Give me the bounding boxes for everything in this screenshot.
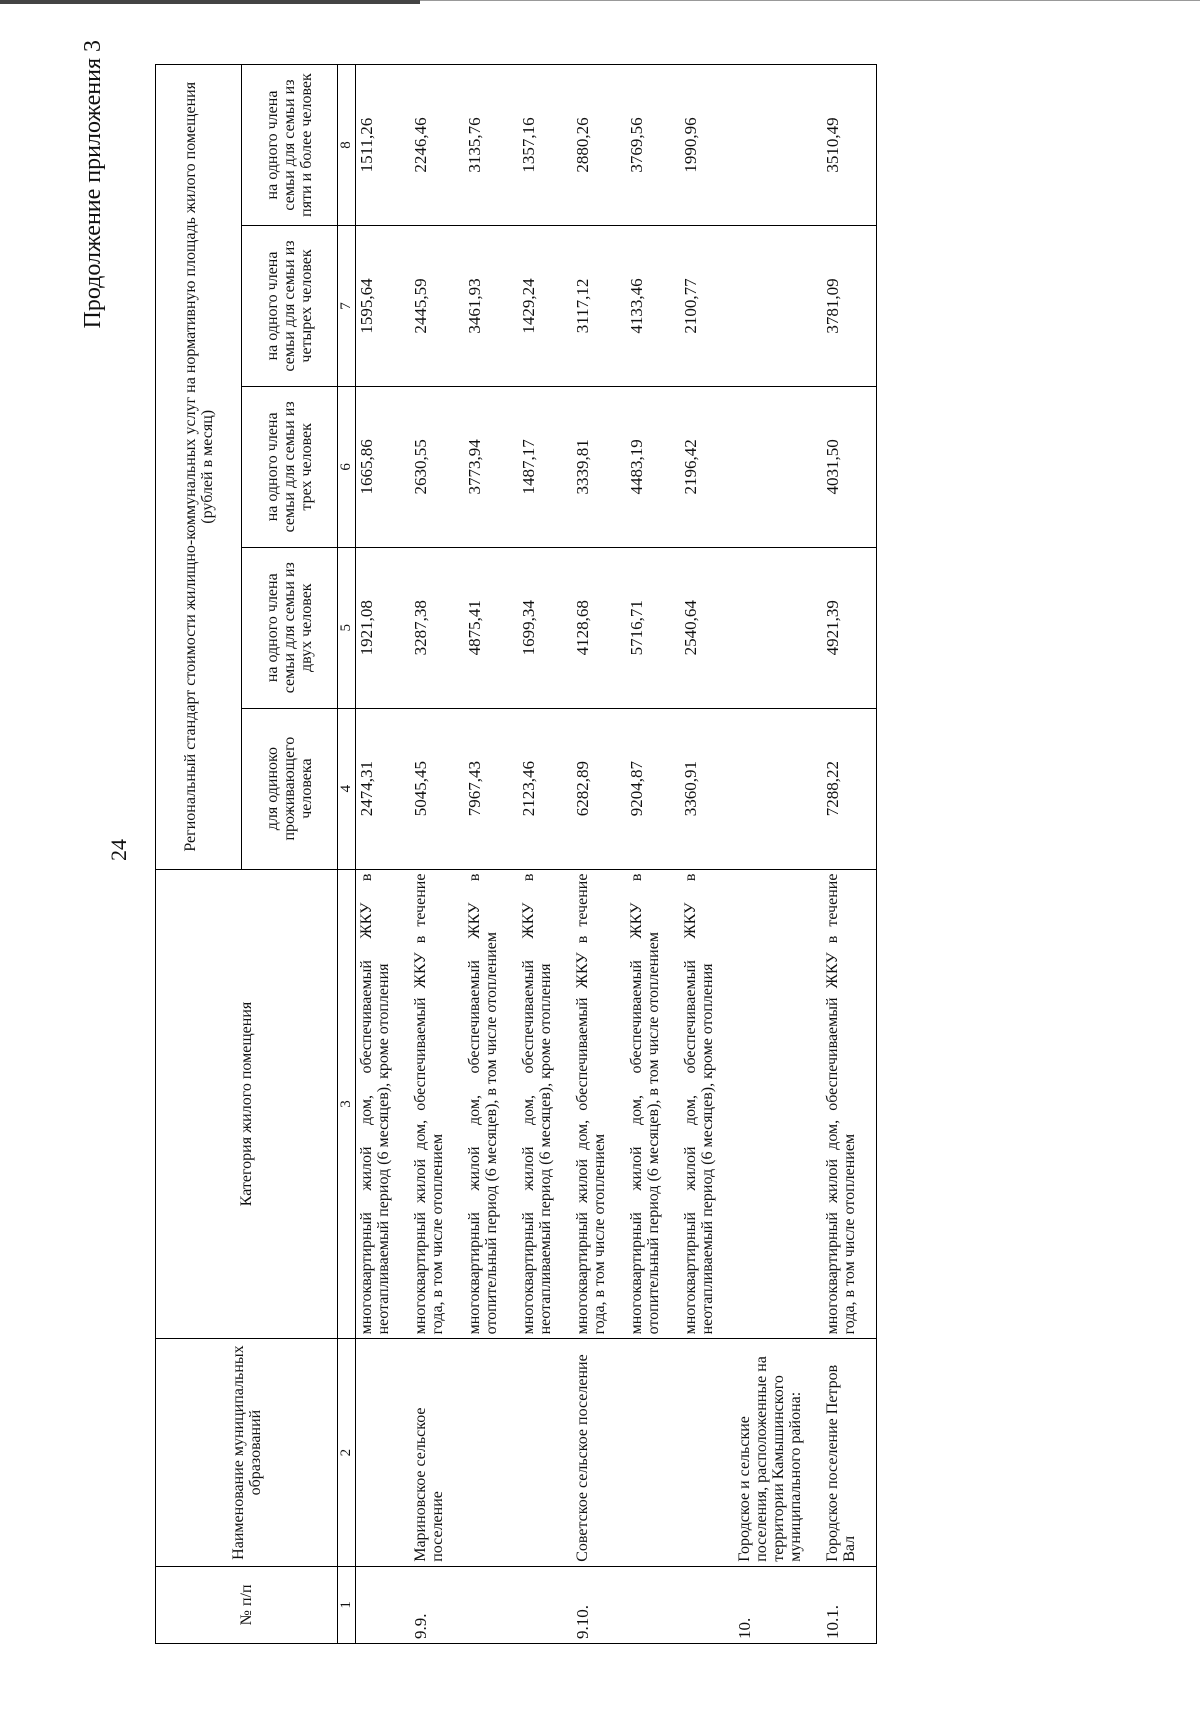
table-row	[464, 65, 518, 1644]
value-single: 7288,22	[822, 708, 877, 869]
header-standard: Региональный стандарт стоимости жилищно-коммунальных услуг на нормативную площадь жилого помещения (рублей в месяц)	[156, 65, 242, 870]
value-four	[734, 226, 822, 387]
table-row	[410, 65, 464, 1644]
row-number	[680, 1566, 734, 1643]
header-col4: для одиноко проживающего человека	[242, 708, 338, 869]
header-col8: на одного члена семьи для семьи из пяти и более человек	[242, 65, 338, 226]
value-five-plus: 2246,46	[410, 65, 464, 226]
value-two: 1699,34	[518, 547, 572, 708]
value-two: 3287,38	[410, 547, 464, 708]
housing-category: многоквартирный жилой дом, обеспечиваемый ЖКУ в неотапливаемый период (6 месяцев), кроме отопления	[518, 869, 572, 1339]
value-single	[734, 708, 822, 869]
appendix-title: Продолжение приложения 3	[80, 40, 106, 329]
housing-category: многоквартирный жилой дом, обеспечиваемый ЖКУ в течение года, в том числе отоплением	[410, 869, 464, 1339]
housing-category: многоквартирный жилой дом, обеспечиваемый ЖКУ в неотапливаемый период (6 месяцев), кроме отопления	[680, 869, 734, 1339]
row-number	[518, 1566, 572, 1643]
table-row	[356, 65, 411, 1644]
municipality-name: Мариновское сельское поселение	[410, 1339, 464, 1566]
value-two: 5716,71	[626, 547, 680, 708]
value-single: 2123,46	[518, 708, 572, 869]
table-row	[822, 65, 877, 1644]
value-single: 3360,91	[680, 708, 734, 869]
value-four: 4133,46	[626, 226, 680, 387]
municipality-name	[356, 1339, 411, 1566]
header-col6: на одного члена семьи для семьи из трех человек	[242, 386, 338, 547]
housing-category: многоквартирный жилой дом, обеспечиваемый ЖКУ в отопительный период (6 месяцев), в том числе отоплением	[626, 869, 680, 1339]
row-number: 9.10.	[572, 1566, 626, 1643]
table-row	[734, 65, 822, 1644]
value-two: 4875,41	[464, 547, 518, 708]
table-row	[626, 65, 680, 1644]
municipality-name	[464, 1339, 518, 1566]
value-single: 6282,89	[572, 708, 626, 869]
housing-category: многоквартирный жилой дом, обеспечиваемый ЖКУ в течение года, в том числе отоплением	[822, 869, 877, 1339]
housing-category	[734, 869, 822, 1339]
municipality-name	[626, 1339, 680, 1566]
column-number: 2	[338, 1339, 356, 1566]
row-number: 10.1.	[822, 1566, 877, 1643]
table-row	[572, 65, 626, 1644]
value-five-plus: 1357,16	[518, 65, 572, 226]
value-three: 4031,50	[822, 386, 877, 547]
value-single: 9204,87	[626, 708, 680, 869]
row-number: 9.9.	[410, 1566, 464, 1643]
municipality-name	[518, 1339, 572, 1566]
housing-category: многоквартирный жилой дом, обеспечиваемый ЖКУ в неотапливаемый период (6 месяцев), кроме отопления	[356, 869, 411, 1339]
value-three: 3773,94	[464, 386, 518, 547]
municipality-name: Советское сельское поселение	[572, 1339, 626, 1566]
value-two: 4128,68	[572, 547, 626, 708]
column-number: 4	[338, 708, 356, 869]
row-number	[356, 1566, 411, 1643]
value-five-plus: 3769,56	[626, 65, 680, 226]
value-two: 4921,39	[822, 547, 877, 708]
value-three: 4483,19	[626, 386, 680, 547]
value-four: 2445,59	[410, 226, 464, 387]
housing-category: многоквартирный жилой дом, обеспечиваемый ЖКУ в отопительный период (6 месяцев), в том числе отоплением	[464, 869, 518, 1339]
value-three: 2196,42	[680, 386, 734, 547]
standards-table	[155, 64, 877, 1644]
header-num: № п/п	[156, 1566, 338, 1643]
column-number: 1	[338, 1566, 356, 1643]
column-number: 8	[338, 65, 356, 226]
value-five-plus: 3510,49	[822, 65, 877, 226]
table-body	[356, 65, 877, 1644]
column-number: 7	[338, 226, 356, 387]
header-name: Наименование муниципальных образований	[156, 1339, 338, 1566]
header-col7: на одного члена семьи для семьи из четырех человек	[242, 226, 338, 387]
value-five-plus: 3135,76	[464, 65, 518, 226]
value-three: 1665,86	[356, 386, 411, 547]
value-single: 2474,31	[356, 708, 411, 869]
row-number	[626, 1566, 680, 1643]
table-row	[518, 65, 572, 1644]
value-two	[734, 547, 822, 708]
value-four: 1595,64	[356, 226, 411, 387]
value-two: 1921,08	[356, 547, 411, 708]
page-number: 24	[106, 839, 131, 861]
municipality-name: Городское и сельские поселения, расположенные на территории Камышинского муниципального района:	[734, 1339, 822, 1566]
value-five-plus: 1990,96	[680, 65, 734, 226]
value-three	[734, 386, 822, 547]
value-four: 1429,24	[518, 226, 572, 387]
value-two: 2540,64	[680, 547, 734, 708]
value-five-plus: 2880,26	[572, 65, 626, 226]
value-five-plus	[734, 65, 822, 226]
column-number: 3	[338, 869, 356, 1339]
value-three: 3339,81	[572, 386, 626, 547]
value-four: 3781,09	[822, 226, 877, 387]
row-number: 10.	[734, 1566, 822, 1643]
value-single: 5045,45	[410, 708, 464, 869]
header-col5: на одного члена семьи для семьи из двух человек	[242, 547, 338, 708]
value-four: 2100,77	[680, 226, 734, 387]
header-category: Категория жилого помещения	[156, 869, 338, 1339]
value-four: 3461,93	[464, 226, 518, 387]
column-number: 6	[338, 386, 356, 547]
value-four: 3117,12	[572, 226, 626, 387]
value-three: 1487,17	[518, 386, 572, 547]
housing-category: многоквартирный жилой дом, обеспечиваемый ЖКУ в течение года, в том числе отоплением	[572, 869, 626, 1339]
table-row	[680, 65, 734, 1644]
municipality-name	[680, 1339, 734, 1566]
row-number	[464, 1566, 518, 1643]
column-number: 5	[338, 547, 356, 708]
value-single: 7967,43	[464, 708, 518, 869]
value-five-plus: 1511,26	[356, 65, 411, 226]
value-three: 2630,55	[410, 386, 464, 547]
municipality-name: Городское поселение Петров Вал	[822, 1339, 877, 1566]
